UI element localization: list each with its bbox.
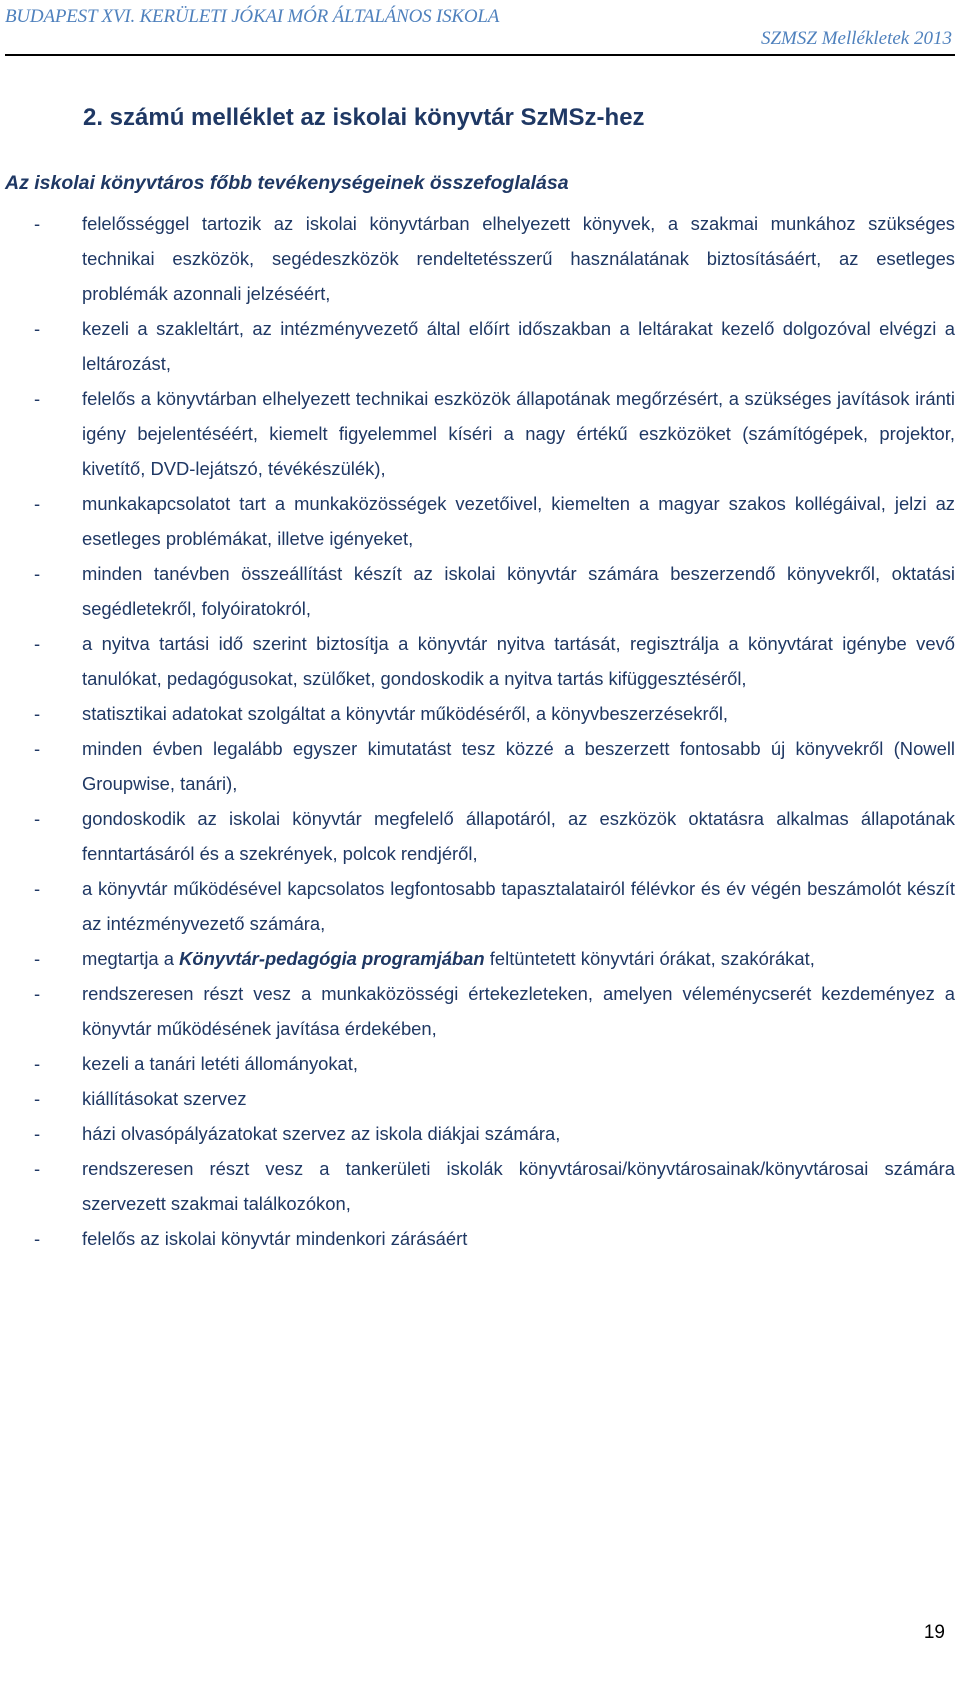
list-item: - minden évben legalább egyszer kimutatást tesz közzé a beszerzett fontosabb új könyvekről (Nowell Groupwise, tanári),: [5, 731, 955, 801]
page-header: [0, 0, 960, 62]
item-text-before: megtartja a: [82, 948, 180, 969]
list-item: [5, 941, 955, 976]
program-title-emphasis: Könyvtár-pedagógia programjában: [179, 948, 485, 969]
list-item: - házi olvasópályázatokat szervez az iskola diákjai számára,: [5, 1116, 955, 1151]
page-number: 19: [923, 1622, 945, 1643]
duties-list: [5, 206, 955, 1256]
list-item: - rendszeresen részt vesz a munkaközösségi értekezleteken, amelyen véleménycserét kezdeményez a könyvtár működésének javítása érdekében,: [5, 976, 955, 1046]
header-divider: [5, 54, 955, 56]
item-text-after: feltüntetett könyvtári órákat, szakórákat,: [484, 948, 815, 969]
list-item: - felelősséggel tartozik az iskolai könyvtárban elhelyezett könyvek, a szakmai munkához szükséges technikai eszközök, segédeszközök rendeltetésszerű használatának biztosításáért, az esetleges problémák azonnali jelzéséért,: [5, 206, 955, 311]
list-item: - munkakapcsolatot tart a munkaközösségek vezetőivel, kiemelten a magyar szakos kollégáival, jelzi az esetleges problémákat, illetve igényeket,: [5, 486, 955, 556]
list-item: - a könyvtár működésével kapcsolatos legfontosabb tapasztalatairól félévkor és év végén beszámolót készít az intézményvezető számára,: [5, 871, 955, 941]
header-school-name: BUDAPEST XVI. KERÜLETI JÓKAI MÓR ÁLTALÁNOS ISKOLA: [5, 6, 500, 27]
section-subtitle: Az iskolai könyvtáros főbb tevékenységeinek összefoglalása: [5, 172, 569, 194]
list-item: - felelős a könyvtárban elhelyezett technikai eszközök állapotának megőrzésért, a szükséges javítások iránti igény bejelentéséért, kiemelt figyelemmel kíséri a nagy értékű eszközöket (számítógépek, projektor, kivetítő, DVD-lejátszó, tévékészülék),: [5, 381, 955, 486]
list-item: - gondoskodik az iskolai könyvtár megfelelő állapotáról, az eszközök oktatásra alkalmas állapotának fenntartásáról és a szekrények, polcok rendjéről,: [5, 801, 955, 871]
list-item: - statisztikai adatokat szolgáltat a könyvtár működéséről, a könyvbeszerzésekről,: [5, 696, 955, 731]
list-item: - kezeli a szakleltárt, az intézményvezető által előírt időszakban a leltárakat kezelő dolgozóval elvégzi a leltározást,: [5, 311, 955, 381]
header-document-name: SZMSZ Mellékletek 2013: [760, 28, 952, 49]
list-item: - kezeli a tanári letéti állományokat,: [5, 1046, 955, 1081]
list-item: - minden tanévben összeállítást készít az iskolai könyvtár számára beszerzendő könyvekről, oktatási segédletekről, folyóiratokról,: [5, 556, 955, 626]
list-item: - rendszeresen részt vesz a tankerületi iskolák könyvtárosai/könyvtárosainak/könyvtárosai számára szervezett szakmai találkozókon,: [5, 1151, 955, 1221]
list-item: - a nyitva tartási idő szerint biztosítja a könyvtár nyitva tartását, regisztrálja a könyvtárat igénybe vevő tanulókat, pedagógusokat, szülőket, gondoskodik a nyitva tartás kifüggesztéséről,: [5, 626, 955, 696]
list-item: - kiállításokat szervez: [5, 1081, 955, 1116]
page-title: 2. számú melléklet az iskolai könyvtár SzMSz-hez: [83, 104, 645, 131]
list-item: - felelős az iskolai könyvtár mindenkori zárásáért: [5, 1221, 955, 1256]
